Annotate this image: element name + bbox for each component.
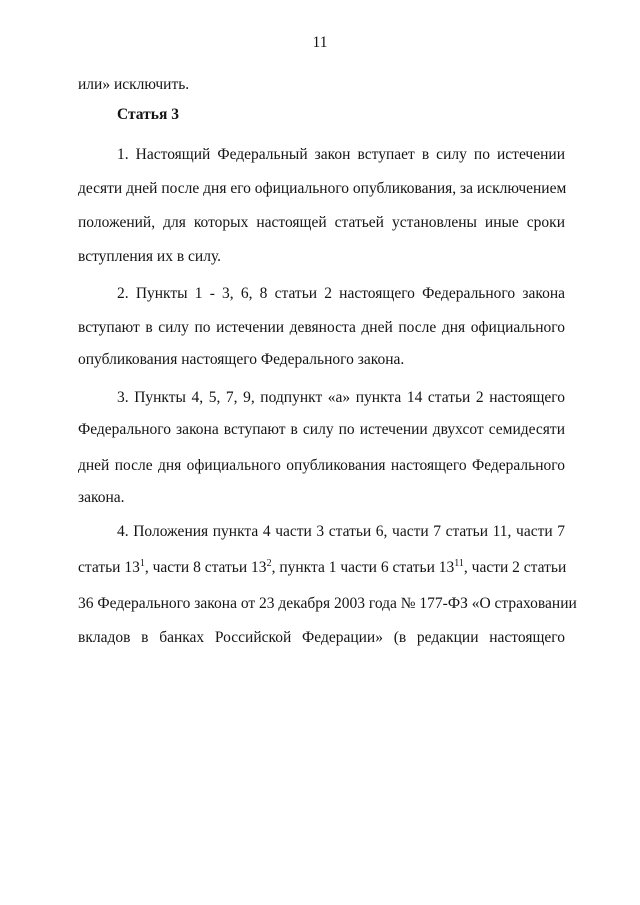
- paragraph-3-line: Федерального закона вступают в силу по истечении двухсот семидесяти: [78, 421, 565, 438]
- paragraph-2-line: опубликования настоящего Федерального закона.: [78, 351, 405, 368]
- superscript: 1: [139, 557, 145, 569]
- page-number: 11: [312, 34, 328, 51]
- paragraph-1-line: вступления их в силу.: [78, 248, 222, 265]
- superscript: 11: [454, 557, 464, 569]
- paragraph-2-line: вступают в силу по истечении девяноста дней после дня официального: [78, 319, 565, 336]
- paragraph-1-line: десяти дней после дня его официального опубликования, за исключением: [78, 180, 567, 197]
- paragraph-3-line: дней после дня официального опубликования настоящего Федерального: [78, 457, 565, 474]
- paragraph-4-line: [78, 559, 565, 577]
- paragraph-1-line: 1. Настоящий Федеральный закон вступает в силу по истечении: [117, 146, 565, 163]
- paragraph-4-line: вкладов в банках Российской Федерации» (в редакции настоящего: [78, 629, 565, 646]
- paragraph-3-line: 3. Пункты 4, 5, 7, 9, подпункт «а» пункта 14 статьи 2 настоящего: [117, 389, 565, 406]
- text-span: , части 2 статьи: [463, 559, 567, 576]
- text-line: или» исключить.: [78, 76, 190, 93]
- text-span: , части 8 статьи 13: [144, 559, 267, 576]
- paragraph-2-line: 2. Пункты 1 - 3, 6, 8 статьи 2 настоящего Федерального закона: [117, 285, 565, 302]
- paragraph-4-line: 36 Федерального закона от 23 декабря 2003 года № 177-ФЗ «О страховании: [78, 595, 577, 612]
- article-heading: Статья 3: [117, 106, 179, 123]
- text-span: , пункта 1 части 6 статьи 13: [271, 559, 455, 576]
- paragraph-4-line: 4. Положения пункта 4 части 3 статьи 6, части 7 статьи 11, части 7: [117, 523, 565, 540]
- paragraph-1-line: положений, для которых настоящей статьей установлены иные сроки: [78, 214, 565, 231]
- text-span: статьи 13: [78, 559, 140, 576]
- paragraph-3-line: закона.: [78, 489, 125, 506]
- superscript: 2: [266, 557, 272, 569]
